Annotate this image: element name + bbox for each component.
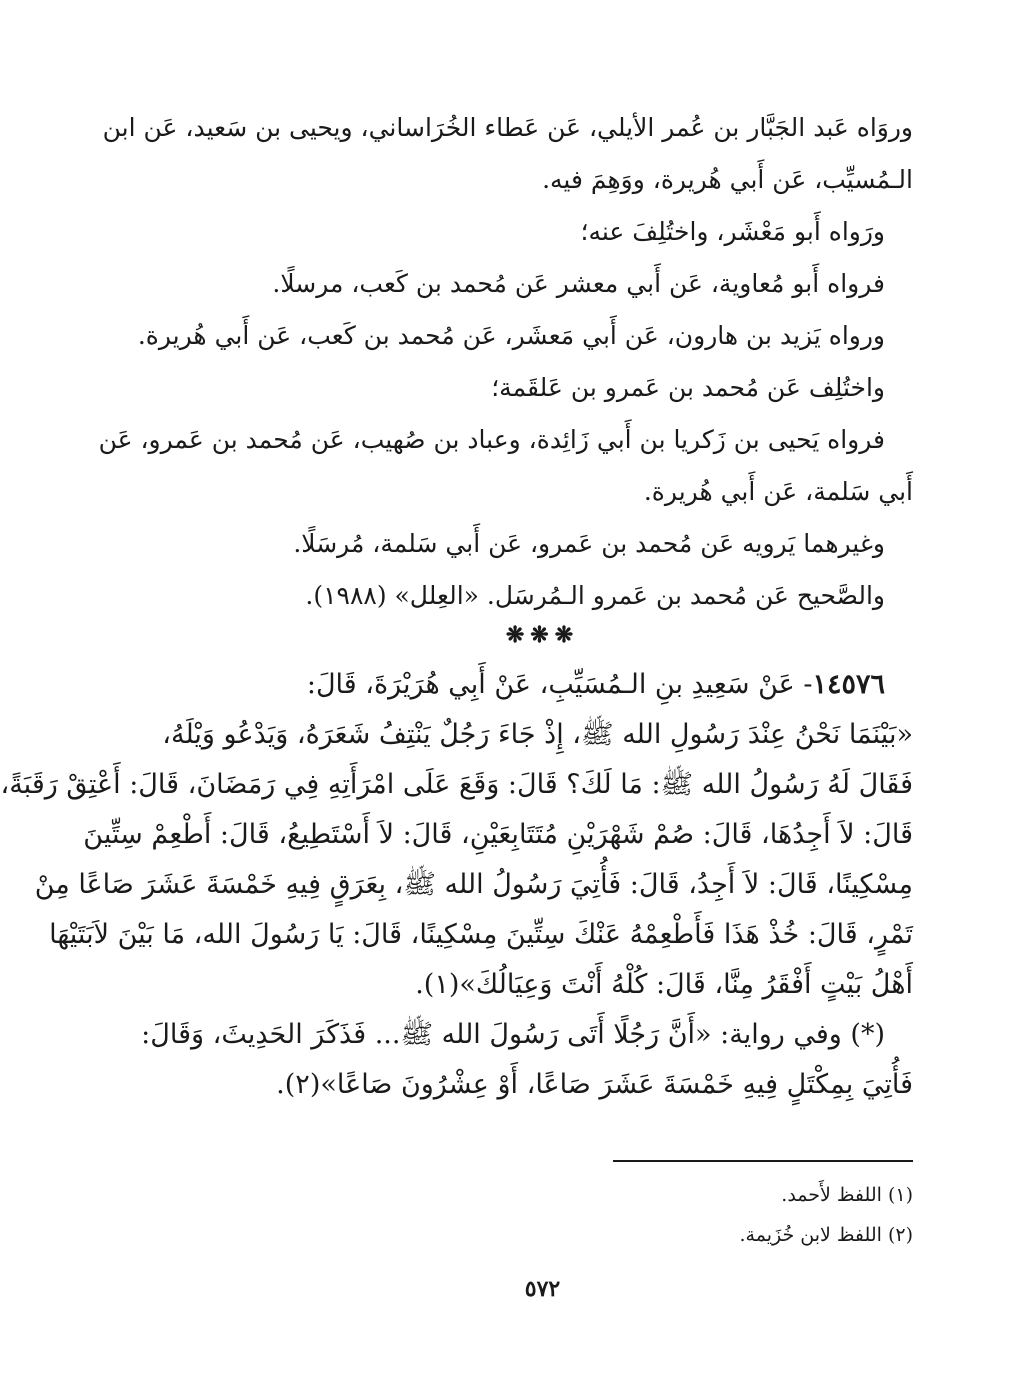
commentary-line: أَبي سَلمة، عَن أَبي هُريرة.: [643, 477, 913, 506]
hadith-chain: - عَنْ سَعِيدِ بنِ الـمُسَيِّبِ، عَنْ أَبِي هُرَيْرَةَ، قَالَ:: [306, 669, 813, 700]
footnote: (٢) اللفظ لابن خُزَيمة.: [739, 1224, 913, 1246]
section-separator: ❋❋❋: [505, 622, 580, 648]
commentary-section: [98, 102, 913, 622]
hadith-text-line: أَهْلُ بَيْتٍ أَفْقَرُ مِنَّا، قَالَ: كُلْهُ أَنْتَ وَعِيَالُكَ»(١).: [415, 969, 913, 1000]
commentary-line: ورَواه أَبو مَعْشَر، واختُلِفَ عنه؛: [580, 217, 885, 246]
hadith-heading: [173, 660, 913, 710]
commentary-line: واختُلِف عَن مُحمد بن عَمرو بن عَلقَمة؛: [491, 373, 885, 402]
hadith-variant-line: (*) وفي رواية: «أَنَّ رَجُلًا أَتَى رَسُولَ الله ﷺ... فَذَكَرَ الحَدِيثَ، وَقَالَ:: [141, 1019, 885, 1050]
commentary-line: وغيرهما يَرويه عَن مُحمد بن عَمرو، عَن أَبي سَلمة، مُرسَلًا.: [293, 529, 885, 558]
footnote-divider: [613, 1160, 913, 1162]
footnotes: [173, 1175, 913, 1255]
hadith-text-line: فَقَالَ لَهُ رَسُولُ الله ﷺ: مَا لَكَ؟ قَالَ: وَقَعَ عَلَى امْرَأَتِهِ فِي رَمَضَانَ، قَالَ: أَعْتِقْ رَقَبَةً،: [0, 769, 913, 800]
commentary-line: وروَاه عَبد الجَبَّار بن عُمر الأيلي، عَن عَطاء الخُرَاساني، ويحيى بن سَعيد، عَن ابن: [102, 113, 913, 142]
hadith-text-line: قَالَ: لاَ أَجِدُهَا، قَالَ: صُمْ شَهْرَيْنِ مُتَتَابِعَيْنِ، قَالَ: لاَ أَسْتَطِيعُ، قَالَ: أَطْعِمْ سِتِّينَ: [83, 819, 913, 850]
commentary-line: الـمُسيِّب، عَن أَبي هُريرة، ووَهِمَ فيه.: [542, 165, 913, 194]
hadith-number: ١٤٥٧٦: [812, 669, 885, 700]
page-number: ٥٧٢: [524, 1276, 561, 1302]
footnote: (١) اللفظ لأَحمد.: [781, 1184, 913, 1206]
hadith-section: [0, 660, 913, 1110]
hadith-text-line: تَمْرٍ، قَالَ: خُذْ هَذَا فَأَطْعِمْهُ عَنْكَ سِتِّينَ مِسْكِينًا، قَالَ: يَا رَسُولَ الله، مَا بَيْنَ لاَبَتَيْهَا: [49, 919, 913, 950]
commentary-line: فرواه أَبو مُعاوية، عَن أَبي معشر عَن مُحمد بن كَعب، مرسلًا.: [272, 269, 885, 298]
commentary-line: والصَّحيح عَن مُحمد بن عَمرو الـمُرسَل. «العِلل» (١٩٨٨).: [305, 581, 885, 610]
commentary-line: ورواه يَزيد بن هارون، عَن أَبي مَعشَر، عَن مُحمد بن كَعب، عَن أَبي هُريرة.: [137, 321, 885, 350]
commentary-line: فرواه يَحيى بن زَكريا بن أَبي زَائِدة، وعباد بن صُهيب، عَن مُحمد بن عَمرو، عَن: [98, 425, 885, 454]
hadith-text-line: مِسْكِينًا، قَالَ: لاَ أَجِدُ، قَالَ: فَأُتِيَ رَسُولُ الله ﷺ، بِعَرَقٍ فِيهِ خَمْسَةَ عَشَرَ صَاعًا مِنْ: [34, 869, 913, 900]
hadith-variant-line: فَأُتِيَ بِمِكْتَلٍ فِيهِ خَمْسَةَ عَشَرَ صَاعًا، أَوْ عِشْرُونَ صَاعًا»(٢).: [276, 1069, 913, 1100]
hadith-text-line: «بَيْنَمَا نَحْنُ عِنْدَ رَسُولِ الله ﷺ، إِذْ جَاءَ رَجُلٌ يَنْتِفُ شَعَرَهُ، وَيَدْعُو وَيْلَهُ،: [162, 719, 913, 750]
